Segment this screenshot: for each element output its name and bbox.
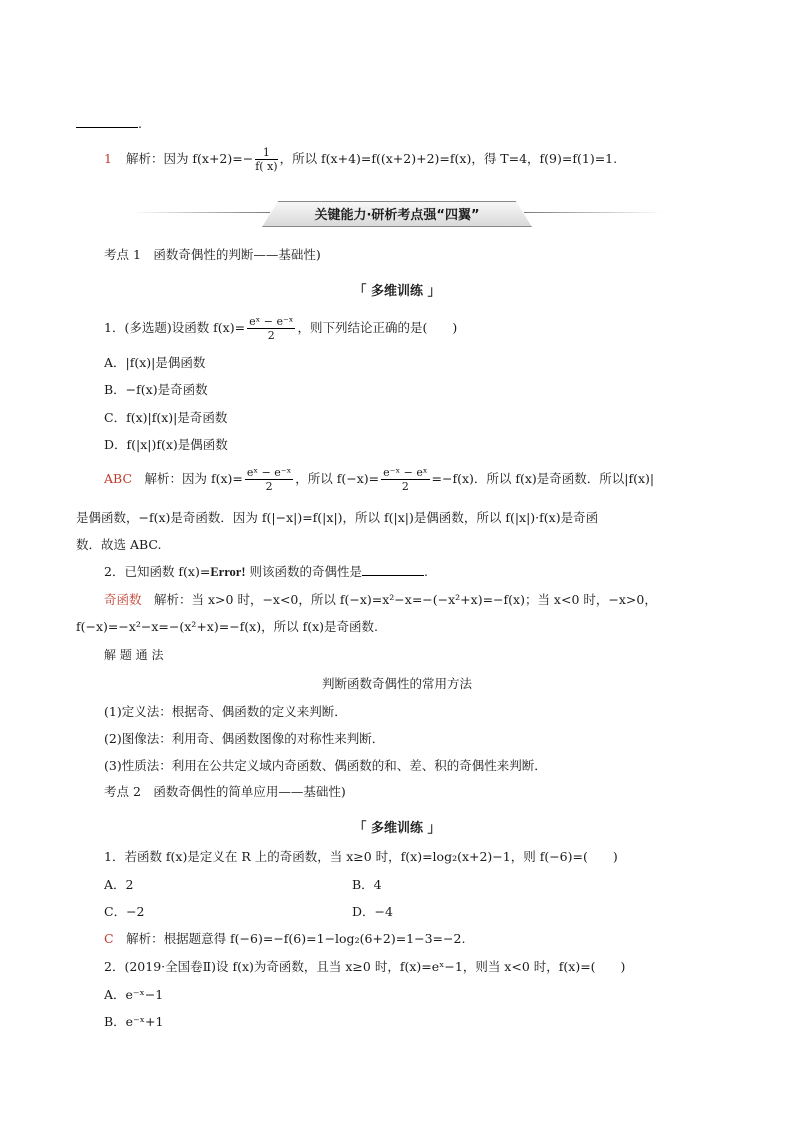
section-title-2: 「 多维训练 」: [353, 821, 441, 836]
method-1: (1)定义法：根据奇、偶函数的定义来判断．: [104, 704, 347, 719]
stem-pre: 2．已知函数 f(x)=: [104, 564, 211, 579]
method-label: 解 题 通 法: [104, 648, 164, 662]
question-2-stem: 2．已知函数 f(x)=Error! 则该函数的奇偶性是 .: [104, 564, 428, 579]
fraction: [245, 466, 293, 493]
kaodian-2-heading: 考点 2 函数奇偶性的简单应用——基础性): [104, 784, 346, 799]
banner-title: 关键能力·研析考点强“四翼”: [314, 208, 480, 223]
option-b: B．−f(x)是奇函数: [104, 382, 208, 397]
analysis-text-pre: 解析：因为 f(x+2)=−: [125, 151, 254, 166]
fraction-denominator: 2: [265, 480, 273, 493]
kaodian-1-heading: 考点 1 函数奇偶性的判断——基础性): [104, 247, 321, 262]
question-1-stem: [104, 315, 457, 342]
question-3-stem: 1．若函数 f(x)是定义在 R 上的奇函数，当 x≥0 时，f(x)=log₂(x+2)−1，则 f(−6)=( ): [104, 849, 618, 864]
fraction: [381, 466, 429, 493]
fraction-numerator: e⁻ˣ − eˣ: [383, 466, 428, 479]
analysis-text-post: ，所以 f(x+4)=f((x+2)+2)=f(x)，得 T=4，f(9)=f(1)=1.: [279, 151, 618, 166]
analysis-pre: 解析：因为 f(x)=: [132, 471, 243, 486]
banner-right-rule: [524, 212, 664, 213]
analysis-mid: ，所以 f(−x)=: [295, 471, 380, 486]
question-3-analysis: [104, 929, 465, 947]
option-a: A．|f(x)|是偶函数: [104, 355, 206, 370]
stem-post: ，则下列结论正确的是( ): [297, 320, 458, 335]
fraction-denominator: 2: [267, 329, 275, 342]
answer-blank-line: [76, 115, 142, 131]
question-2-analysis-line2: f(−x)=−x²−x=−(x²+x)=−f(x)，所以 f(x)是奇函数.: [76, 619, 378, 634]
analysis-text: 解析：当 x>0 时，−x<0，所以 f(−x)=x²−x=−(−x²+x)=−f(x)；当 x<0 时，−x>0，: [141, 592, 657, 607]
option-d: D．f(|x|)f(x)是偶函数: [104, 437, 228, 452]
option-a: A．e⁻ˣ−1: [104, 987, 164, 1002]
answer-label: C: [104, 931, 114, 946]
option-d: D．−4: [352, 904, 393, 919]
fraction-denominator: f( x): [255, 160, 278, 173]
method-2: (2)图像法：利用奇、偶函数图像的对称性来判断．: [104, 731, 385, 746]
section-title-1: 「 多维训练 」: [353, 284, 441, 299]
stem-pre: 1．(多选题)设函数 f(x)=: [104, 320, 246, 335]
error-text: Error!: [210, 565, 246, 579]
answer-label: 1: [104, 151, 112, 166]
option-b: B．4: [352, 877, 382, 892]
question-1-analysis-line2: 是偶函数，−f(x)是奇函数．因为 f(|−x|)=f(|x|)，所以 f(|x|)是偶函数，所以 f(|x|)·f(x)是奇函: [76, 510, 599, 525]
fill-blank: [76, 115, 138, 128]
fill-blank: [362, 563, 424, 576]
option-c: C．f(x)|f(x)|是奇函数: [104, 410, 228, 425]
answer-label: 奇函数: [104, 592, 142, 607]
answer-label: ABC: [104, 471, 133, 486]
question-1-analysis: [104, 466, 654, 493]
question-2-analysis-line1: [104, 590, 657, 608]
banner-left-rule: [130, 212, 270, 213]
option-b: B．e⁻ˣ+1: [104, 1014, 164, 1029]
method-title: 判断函数奇偶性的常用方法: [321, 676, 472, 691]
fraction: [255, 146, 277, 173]
question-4-stem: 2．(2019·全国卷Ⅱ)设 f(x)为奇函数，且当 x≥0 时，f(x)=eˣ−1，则当 x<0 时，f(x)=( ): [104, 959, 626, 974]
fraction-numerator: 1: [255, 146, 277, 160]
blank-suffix: .: [138, 116, 142, 131]
question-1-analysis-line3: 数．故选 ABC.: [76, 537, 162, 552]
item1-analysis: [104, 146, 617, 173]
analysis-post: =−f(x)．所以 f(x)是奇函数．所以|f(x)|: [431, 471, 655, 486]
stem-post: 则该函数的奇偶性是: [245, 564, 362, 579]
fraction-denominator: 2: [401, 480, 409, 493]
option-a: A．2: [104, 877, 134, 892]
fraction-numerator: eˣ − e⁻ˣ: [249, 315, 294, 328]
analysis-text: 解析：根据题意得 f(−6)=−f(6)=1−log₂(6+2)=1−3=−2.: [113, 931, 466, 946]
option-c: C．−2: [104, 904, 145, 919]
fraction: [247, 315, 295, 342]
fraction-numerator: eˣ − e⁻ˣ: [246, 466, 292, 479]
method-3: (3)性质法：利用在公共定义域内奇函数、偶函数的和、差、积的奇偶性来判断．: [104, 758, 547, 773]
